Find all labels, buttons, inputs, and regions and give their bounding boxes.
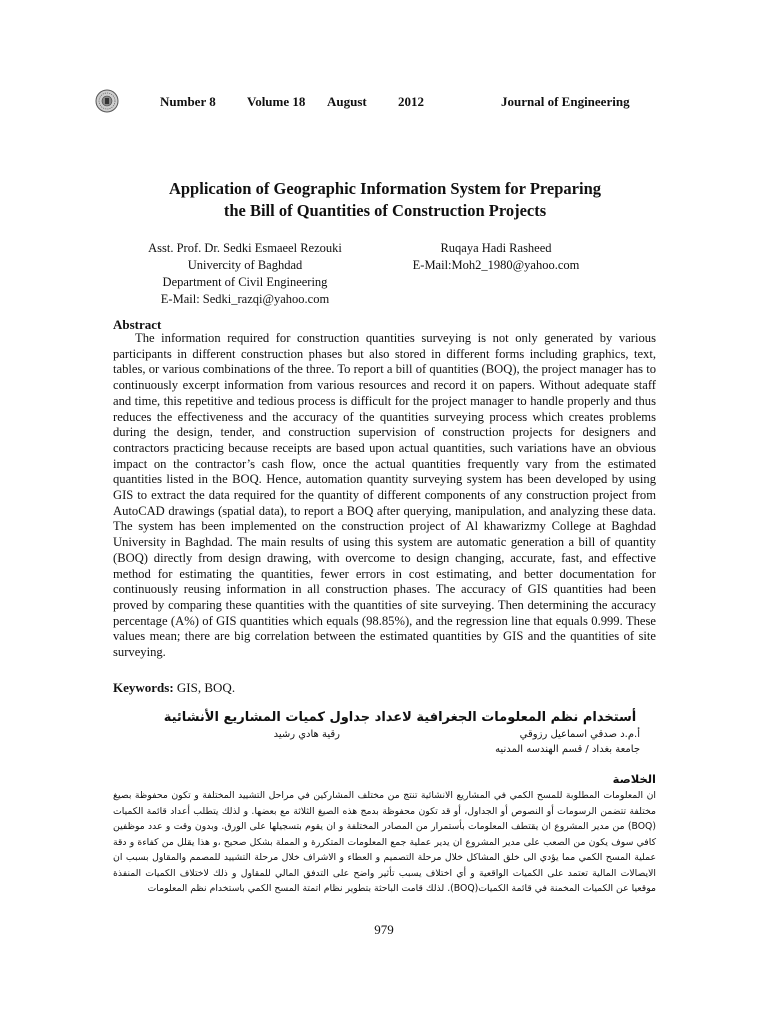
- author-1-email: E-Mail: Sedki_razqi@yahoo.com: [160, 292, 330, 306]
- issue-month: August: [327, 94, 367, 109]
- abstract-body: The information required for construction quantities surveying is not only generated by various participants in different construction phases but also stored in different forms including graphics, text, tables, or various combinations of the three. To report a bill of quantities (BOQ), the project manager has to continuously excerpt information from various resources and record it on papers. Without adequate staff and time, this repetitive and tedious process is difficult for the project manager to handle properly and thus reduces the effectiveness and the accuracy of the quantities surveying process which creates problems during the design, tender, and construction supervision of construction projects for designers and contractors practicing because receipts are based upon actual quantities, such variations have an obvious impact on the contractor’s cash flow, once the actual quantities frequently vary from the estimated quantities listed in the BOQ. Hence, automation quantity surveying system has been developed by using GIS to extract the data required for the quantity of different components of any construction project from AutoCAD drawings (spatial data), to report a BOQ after querying, manipulation, and analyzing these data. The system has been implemented on the construction project of Al khawarizmy College at Baghdad University in Baghdad. The main results of using this system are automatic generation a bill of quantity (BOQ) directly from design drawing, with overcome to design changing, accurate, fast, and effective method for estimating the quantities, fewer errors in cost estimating, and better documentation for continuously reusing information in all construction phases. The accuracy of GIS quantities had been proved by comparing these quantities with the quantities of site surveying. Then determining the accuracy percentage (A%) of GIS quantities which equals (98.85%), and the regression line that equals 0.999. These values mean; there are big correlation between the estimated quantities by GIS and the quantities of site surveying.: [113, 331, 656, 660]
- issue-number: Number 8: [160, 94, 216, 109]
- arabic-abstract-heading: الخلاصة: [612, 772, 656, 786]
- arabic-author-2: رقية هادي رشيد: [273, 729, 340, 740]
- keywords-value: GIS, BOQ.: [173, 680, 236, 695]
- arabic-abstract-body: ان المعلومات المطلوبة للمسح الكمي في المشاريع الانشائية تنتج من مختلف المشاركين في مراحل التشييد المختلفة و تكون محفوظة بصيغ مختلفة تتضمن الرسومات أو النصوص أو الجداول، أو قد تكون محفوظة بدمج هذه الصيغ الثلاثة مع بعضها. و لذلك يتطلب أعداد قائمة الكميات (BOQ) من مدير المشروع ان يقتطف المعلومات بأستمرار من المصادر المختلفة و ان يقوم بتسجيلها على الورق. وبدون وقت و عدد موظفين كافي سوف يكون من الصعب على مدير المشروع ان يدير عملية جمع المعلومات المتكررة و المملة بشكل صحيح ،و هذا يقلل من كفاءة و دقة عملية المسح الكمي مما يؤدي الى خلق المشاكل خلال مرحلة التصميم و العطاء و الاشراف خلال مرحلة التشييد للمصمم والمقاول بسبب ان الايصالات المالية تعتمد على الكميات الواقعية و أي اختلاف يسبب تأثير واضح على التدفق المالي للمقاول و ذلك لاختلاف الكميات المنفذة موقعيا عن الكميات المخمنة في قائمة الكميات(BOQ). لذلك قامت الباحثة بتطوير نظام اتمتة المسح الكمي باستخدام نظم المعلومات: [113, 790, 656, 894]
- abstract-heading: Abstract: [113, 317, 162, 332]
- keywords: [113, 680, 235, 696]
- journal-seal-logo: [95, 89, 119, 113]
- issue-year: 2012: [398, 94, 424, 109]
- arabic-author-1: أ.م.د صدقي اسماعيل رزوقي: [519, 729, 640, 740]
- author-1-name: Asst. Prof. Dr. Sedki Esmaeel Rezouki: [148, 241, 342, 255]
- arabic-author-1-affiliation: جامعة بغداد / قسم الهندسه المدنيه: [495, 744, 640, 755]
- title-line-2: the Bill of Quantities of Construction Projects: [223, 201, 547, 220]
- volume-number: Volume 18: [247, 94, 306, 109]
- journal-name: Journal of Engineering: [501, 94, 630, 109]
- author-2-email: E-Mail:Moh2_1980@yahoo.com: [412, 258, 580, 272]
- author-1-department: Department of Civil Engineering: [162, 275, 328, 289]
- journal-header: [160, 94, 652, 112]
- paper-title: [100, 178, 670, 222]
- author-1-affiliation: Univercity of Baghdad: [187, 258, 303, 272]
- title-line-1: Application of Geographic Information System for Preparing: [168, 179, 602, 198]
- author-block-2: [398, 240, 594, 274]
- author-2-name: Ruqaya Hadi Rasheed: [440, 241, 552, 255]
- author-block-1: [132, 240, 358, 308]
- page-number: 979: [374, 922, 394, 937]
- keywords-label: Keywords:: [113, 680, 174, 695]
- arabic-title: أستخدام نظم المعلومات الجغرافية لاعداد جداول كميات المشاريع الأنشائية: [163, 710, 637, 725]
